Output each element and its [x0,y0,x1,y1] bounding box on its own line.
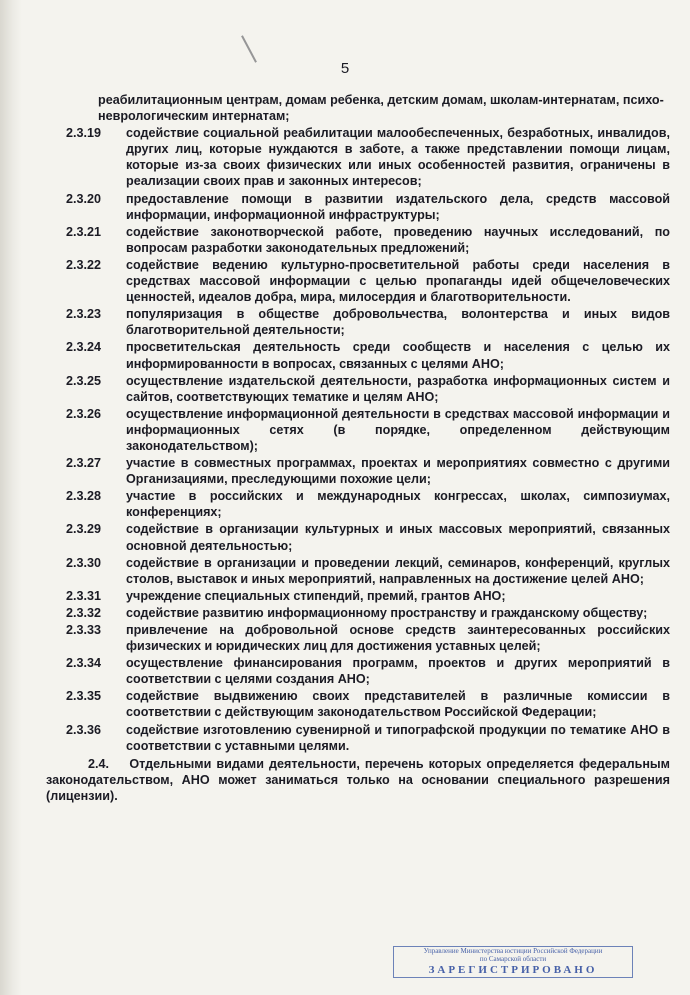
page-number: 5 [340,60,350,77]
list-item [46,521,670,553]
item-number: 2.3.27 [66,456,102,471]
item-number: 2.3.20 [66,191,102,206]
item-text: просветительская деятельность среди сообществ и населения с целью их информированности в вопросах, связанных с целями АНО; [126,340,670,371]
clause-2-4 [46,756,670,804]
list-item [46,373,670,405]
item-text: содействие в организации и проведении лекций, семинаров, конференций, круглых столов, выставок и иных мероприятий, направленных на достижение целей АНО; [126,555,670,586]
item-text: содействие ведению культурно-просветительной работы среди населения в средствах массовой информации с целью пропаганды идей общечеловеческих ценностей, идеалов добра, мира, милосердия и благотворительности. [126,257,670,305]
list-item [46,125,670,189]
item-number: 2.3.19 [66,126,102,141]
registration-stamp [393,946,633,978]
item-text: содействие выдвижению своих представителей в различные комиссии в соответствии с действующим законодательством Российской Федерации; [126,689,670,720]
page-edge-shadow [0,0,22,995]
item-number: 2.3.22 [66,257,102,272]
item-number: 2.3.28 [66,489,102,504]
item-number: 2.3.23 [66,307,102,322]
item-number: 2.3.30 [66,555,102,570]
intro-continuation: реабилитационным центрам, домам ребенка, детским домам, школам-интернатам, психо-неврологическим интернатам; [98,93,664,124]
item-text: участие в российских и международных конгрессах, школах, симпозиумах, конференциях; [126,489,670,520]
paper-mark [241,35,257,62]
stamp-registered: ЗАРЕГИСТРИРОВАНО [428,964,598,976]
item-text: участие в совместных программах, проектах и мероприятиях совместно с другими Организациями, преследующими похожие цели; [126,456,670,487]
list-item [46,722,670,754]
list-item [46,588,670,604]
item-text: содействие социальной реабилитации малообеспеченных, безработных, инвалидов, других лиц, которые нуждаются в заботе, а также представлении помощи лицам, которые из-за своих физических или иных особенностей развития, ограничены в реализации своих прав и законных интересов; [126,126,670,189]
stamp-region: по Самарской области [479,955,547,963]
item-text: осуществление информационной деятельности в средствах массовой информации и информационных сетях (в порядке, определенном действующим законодательством); [126,406,670,453]
list-item [46,688,670,720]
item-number: 2.3.36 [66,722,102,737]
document-body [46,92,670,804]
item-number: 2.3.21 [66,224,102,239]
item-text: содействие изготовлению сувенирной и типографской продукции по тематике АНО в соответствии с уставными целями. [126,722,670,753]
item-number: 2.3.35 [66,689,102,704]
stamp-authority: Управление Министерства юстиции Российской Федерации [423,947,603,955]
list-item [46,306,670,338]
item-number: 2.3.33 [66,623,102,637]
list-item [46,555,670,587]
item-list [46,125,670,754]
list-item [46,605,670,621]
list-item [46,655,670,687]
list-item [46,339,670,371]
list-item [46,455,670,487]
item-text: предоставление помощи в развитии издательского дела, средств массовой информации, информационной инфраструктуры; [126,191,670,222]
list-item [46,224,670,256]
item-number: 2.3.34 [66,656,102,671]
item-text: осуществление финансирования программ, проектов и других мероприятий в соответствии с целями создания АНО; [126,656,670,687]
clause-text: Отдельными видами деятельности, перечень которых определяется федеральным законодательством, АНО может заниматься только на основании специального разрешения (лицензии). [46,756,670,803]
clause-number: 2.4. [88,756,110,771]
item-text: содействие законотворческой работе, проведению научных исследований, по вопросам разработки законодательных предложений; [126,224,670,255]
item-text: учреждение специальных стипендий, премий, грантов АНО; [126,588,506,603]
list-item [46,257,670,305]
item-number: 2.3.24 [66,340,102,355]
list-item [46,488,670,520]
list-item [46,622,670,654]
item-number: 2.3.29 [66,522,102,537]
item-number: 2.3.32 [66,605,102,620]
item-text: популяризация в обществе добровольчества, волонтерства и иных видов благотворительной деятельности; [126,307,670,338]
item-text: содействие развитию информационному пространству и гражданскому обществу; [126,605,648,620]
item-number: 2.3.26 [66,406,102,421]
list-item [46,406,670,454]
list-item [46,191,670,223]
item-text: осуществление издательской деятельности, разработка информационных систем и сайтов, соответствующих тематике и целям АНО; [126,373,670,404]
item-number: 2.3.31 [66,588,102,603]
item-text: привлечение на добровольной основе средств заинтересованных российских физических и юридических лиц для достижения уставных целей; [126,623,670,654]
item-text: содействие в организации культурных и иных массовых мероприятий, связанных основной деятельностью; [126,522,670,553]
item-number: 2.3.25 [66,373,102,388]
